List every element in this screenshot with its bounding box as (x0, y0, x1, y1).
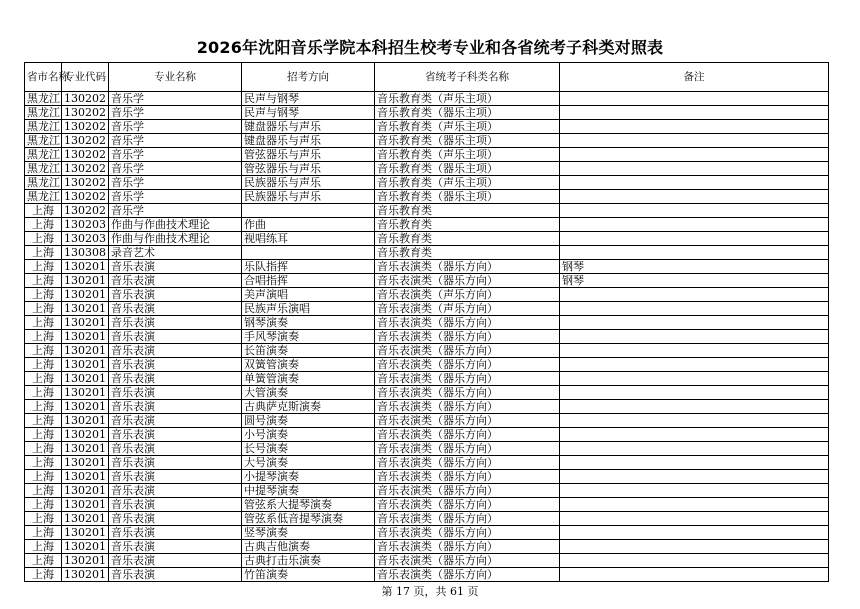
cell-category: 音乐教育类（器乐主项） (375, 106, 560, 120)
cell-direction: 中提琴演奏 (242, 484, 375, 498)
cell-major: 作曲与作曲技术理论 (109, 218, 242, 232)
cell-category: 音乐表演类（器乐方向） (375, 316, 560, 330)
cell-code: 130201 (62, 400, 109, 414)
header-direction: 招考方向 (242, 63, 375, 92)
cell-direction (242, 204, 375, 218)
cell-major: 音乐表演 (109, 456, 242, 470)
cell-code: 130201 (62, 498, 109, 512)
cell-category: 音乐教育类（声乐主项） (375, 148, 560, 162)
cell-category: 音乐表演类（器乐方向） (375, 414, 560, 428)
cell-major: 音乐表演 (109, 442, 242, 456)
header-major: 专业名称 (109, 63, 242, 92)
cell-code: 130201 (62, 414, 109, 428)
cell-category: 音乐表演类（器乐方向） (375, 568, 560, 582)
cell-province: 上海 (25, 204, 62, 218)
table-row (25, 330, 829, 344)
cell-code: 130201 (62, 302, 109, 316)
cell-category: 音乐表演类（器乐方向） (375, 386, 560, 400)
table-row (25, 176, 829, 190)
cell-province: 黑龙江 (25, 162, 62, 176)
cell-direction: 小号演奏 (242, 428, 375, 442)
cell-category: 音乐教育类（器乐主项） (375, 190, 560, 204)
cell-province: 黑龙江 (25, 190, 62, 204)
table-row (25, 554, 829, 568)
cell-direction: 竹笛演奏 (242, 568, 375, 582)
table-row (25, 442, 829, 456)
cell-province: 上海 (25, 498, 62, 512)
cell-category: 音乐表演类（器乐方向） (375, 470, 560, 484)
cell-code: 130201 (62, 456, 109, 470)
cell-remarks (560, 288, 829, 302)
cell-category: 音乐教育类（声乐主项） (375, 92, 560, 106)
cell-remarks (560, 540, 829, 554)
cell-category: 音乐教育类 (375, 232, 560, 246)
cell-code: 130201 (62, 344, 109, 358)
cell-code: 130203 (62, 232, 109, 246)
cell-direction: 乐队指挥 (242, 260, 375, 274)
cell-category: 音乐表演类（器乐方向） (375, 274, 560, 288)
cell-remarks (560, 232, 829, 246)
table-row (25, 134, 829, 148)
cell-code: 130308 (62, 246, 109, 260)
cell-direction: 古典打击乐演奏 (242, 554, 375, 568)
cell-major: 音乐表演 (109, 260, 242, 274)
cell-major: 音乐学 (109, 204, 242, 218)
cell-major: 音乐学 (109, 190, 242, 204)
cell-remarks: 钢琴 (560, 260, 829, 274)
header-code: 专业代码 (62, 63, 109, 92)
table-row (25, 512, 829, 526)
cell-direction: 管弦系大提琴演奏 (242, 498, 375, 512)
cell-remarks (560, 400, 829, 414)
cell-major: 音乐表演 (109, 288, 242, 302)
cell-major: 作曲与作曲技术理论 (109, 232, 242, 246)
cell-major: 录音艺术 (109, 246, 242, 260)
cell-direction: 大管演奏 (242, 386, 375, 400)
cell-province: 上海 (25, 330, 62, 344)
cell-remarks (560, 470, 829, 484)
table-row (25, 246, 829, 260)
cell-remarks (560, 246, 829, 260)
cell-major: 音乐表演 (109, 470, 242, 484)
cell-province: 上海 (25, 526, 62, 540)
cell-province: 上海 (25, 302, 62, 316)
table-row (25, 428, 829, 442)
cell-code: 130201 (62, 330, 109, 344)
cell-category: 音乐表演类（器乐方向） (375, 400, 560, 414)
table-row (25, 568, 829, 582)
table-row (25, 344, 829, 358)
table-row (25, 386, 829, 400)
cell-major: 音乐表演 (109, 372, 242, 386)
cell-category: 音乐表演类（器乐方向） (375, 428, 560, 442)
cell-direction: 民族器乐与声乐 (242, 190, 375, 204)
cell-province: 上海 (25, 414, 62, 428)
cell-major: 音乐表演 (109, 428, 242, 442)
cell-code: 130202 (62, 204, 109, 218)
cell-code: 130201 (62, 568, 109, 582)
table-row (25, 274, 829, 288)
cell-code: 130201 (62, 442, 109, 456)
cell-code: 130201 (62, 526, 109, 540)
cell-province: 上海 (25, 274, 62, 288)
cell-major: 音乐表演 (109, 400, 242, 414)
cell-major: 音乐表演 (109, 344, 242, 358)
table-row (25, 484, 829, 498)
cell-province: 上海 (25, 568, 62, 582)
cell-province: 黑龙江 (25, 120, 62, 134)
cell-category: 音乐教育类（器乐主项） (375, 162, 560, 176)
cell-code: 130201 (62, 316, 109, 330)
cell-category: 音乐表演类（器乐方向） (375, 554, 560, 568)
cell-province: 上海 (25, 288, 62, 302)
cell-code: 130202 (62, 134, 109, 148)
cell-major: 音乐表演 (109, 386, 242, 400)
cell-code: 130201 (62, 470, 109, 484)
document-title: 2026年沈阳音乐学院本科招生校考专业和各省统考子科类对照表 (196, 38, 664, 57)
cell-major: 音乐学 (109, 134, 242, 148)
table-row (25, 106, 829, 120)
cell-remarks (560, 428, 829, 442)
cell-category: 音乐教育类 (375, 246, 560, 260)
cell-remarks (560, 554, 829, 568)
cell-province: 上海 (25, 372, 62, 386)
cell-province: 黑龙江 (25, 106, 62, 120)
cell-direction: 单簧管演奏 (242, 372, 375, 386)
cell-major: 音乐表演 (109, 568, 242, 582)
cell-province: 上海 (25, 344, 62, 358)
cell-direction: 圆号演奏 (242, 414, 375, 428)
cell-remarks (560, 120, 829, 134)
cell-category: 音乐表演类（器乐方向） (375, 484, 560, 498)
cell-direction: 小提琴演奏 (242, 470, 375, 484)
cell-province: 上海 (25, 232, 62, 246)
table-row (25, 414, 829, 428)
cell-province: 黑龙江 (25, 176, 62, 190)
cell-province: 上海 (25, 260, 62, 274)
table-row (25, 92, 829, 106)
cell-major: 音乐表演 (109, 414, 242, 428)
cell-remarks (560, 358, 829, 372)
cell-major: 音乐表演 (109, 554, 242, 568)
cell-direction: 钢琴演奏 (242, 316, 375, 330)
table-row (25, 372, 829, 386)
cell-code: 130201 (62, 512, 109, 526)
cell-category: 音乐表演类（器乐方向） (375, 260, 560, 274)
cell-code: 130202 (62, 120, 109, 134)
cell-category: 音乐表演类（器乐方向） (375, 442, 560, 456)
cell-category: 音乐教育类（声乐主项） (375, 120, 560, 134)
cell-direction: 键盘器乐与声乐 (242, 134, 375, 148)
cell-code: 130201 (62, 386, 109, 400)
cell-category: 音乐表演类（器乐方向） (375, 372, 560, 386)
cell-direction: 手风琴演奏 (242, 330, 375, 344)
cell-code: 130201 (62, 358, 109, 372)
cell-direction: 美声演唱 (242, 288, 375, 302)
cell-code: 130201 (62, 260, 109, 274)
cell-province: 上海 (25, 428, 62, 442)
table-row (25, 232, 829, 246)
table-row (25, 498, 829, 512)
cell-direction: 管弦器乐与声乐 (242, 148, 375, 162)
cell-remarks: 钢琴 (560, 274, 829, 288)
cell-remarks (560, 372, 829, 386)
cell-direction (242, 246, 375, 260)
cell-remarks (560, 386, 829, 400)
cell-category: 音乐教育类（声乐主项） (375, 176, 560, 190)
cell-major: 音乐学 (109, 92, 242, 106)
header-category: 省统考子科类名称 (375, 63, 560, 92)
cell-major: 音乐表演 (109, 330, 242, 344)
cell-province: 上海 (25, 442, 62, 456)
cell-code: 130201 (62, 484, 109, 498)
cell-category: 音乐表演类（器乐方向） (375, 330, 560, 344)
cell-code: 130201 (62, 554, 109, 568)
cell-direction: 作曲 (242, 218, 375, 232)
table-row (25, 526, 829, 540)
cell-code: 130202 (62, 92, 109, 106)
cell-category: 音乐表演类（器乐方向） (375, 498, 560, 512)
cell-direction: 长笛演奏 (242, 344, 375, 358)
table-row (25, 190, 829, 204)
cell-code: 130201 (62, 274, 109, 288)
cell-direction: 长号演奏 (242, 442, 375, 456)
cell-category: 音乐表演类（器乐方向） (375, 512, 560, 526)
cell-category: 音乐表演类（器乐方向） (375, 456, 560, 470)
cell-remarks (560, 302, 829, 316)
cell-remarks (560, 456, 829, 470)
cell-category: 音乐教育类（器乐主项） (375, 134, 560, 148)
cell-category: 音乐表演类（声乐方向） (375, 288, 560, 302)
table-row (25, 260, 829, 274)
cell-direction: 古典吉他演奏 (242, 540, 375, 554)
cell-direction: 民声与钢琴 (242, 92, 375, 106)
cell-province: 黑龙江 (25, 134, 62, 148)
table-row (25, 288, 829, 302)
cell-code: 130201 (62, 288, 109, 302)
cell-major: 音乐表演 (109, 302, 242, 316)
table-row (25, 148, 829, 162)
cell-direction: 民族声乐演唱 (242, 302, 375, 316)
table-row (25, 120, 829, 134)
cell-category: 音乐表演类（器乐方向） (375, 358, 560, 372)
table-row (25, 204, 829, 218)
cell-province: 上海 (25, 540, 62, 554)
table-row (25, 302, 829, 316)
cell-province: 黑龙江 (25, 92, 62, 106)
cell-code: 130201 (62, 540, 109, 554)
cell-major: 音乐学 (109, 106, 242, 120)
cell-province: 上海 (25, 316, 62, 330)
cell-remarks (560, 204, 829, 218)
cell-direction: 竖琴演奏 (242, 526, 375, 540)
cell-remarks (560, 498, 829, 512)
cell-category: 音乐教育类 (375, 204, 560, 218)
cell-code: 130201 (62, 372, 109, 386)
cell-direction: 古典萨克斯演奏 (242, 400, 375, 414)
cell-remarks (560, 526, 829, 540)
cell-remarks (560, 442, 829, 456)
cell-major: 音乐学 (109, 176, 242, 190)
cell-direction: 双簧管演奏 (242, 358, 375, 372)
cell-province: 上海 (25, 400, 62, 414)
cell-major: 音乐表演 (109, 498, 242, 512)
cell-code: 130203 (62, 218, 109, 232)
cell-remarks (560, 148, 829, 162)
cell-direction: 民声与钢琴 (242, 106, 375, 120)
cell-remarks (560, 92, 829, 106)
cell-major: 音乐表演 (109, 274, 242, 288)
cell-province: 上海 (25, 554, 62, 568)
cell-major: 音乐学 (109, 148, 242, 162)
cell-category: 音乐教育类 (375, 218, 560, 232)
cell-remarks (560, 414, 829, 428)
table-header-row (25, 63, 829, 92)
cell-province: 上海 (25, 456, 62, 470)
cell-province: 黑龙江 (25, 148, 62, 162)
cell-code: 130202 (62, 148, 109, 162)
cell-remarks (560, 134, 829, 148)
cell-major: 音乐学 (109, 162, 242, 176)
header-province: 省市名称 (25, 63, 62, 92)
cell-major: 音乐表演 (109, 526, 242, 540)
cell-remarks (560, 512, 829, 526)
cell-remarks (560, 344, 829, 358)
cell-category: 音乐表演类（声乐方向） (375, 302, 560, 316)
page-number: 第 17 页，共 61 页 (381, 585, 479, 598)
cell-remarks (560, 106, 829, 120)
table-row (25, 162, 829, 176)
cell-province: 上海 (25, 218, 62, 232)
cell-remarks (560, 162, 829, 176)
cell-category: 音乐表演类（器乐方向） (375, 526, 560, 540)
cell-major: 音乐表演 (109, 316, 242, 330)
cell-direction: 管弦系低音提琴演奏 (242, 512, 375, 526)
cell-direction: 民族器乐与声乐 (242, 176, 375, 190)
table-row (25, 400, 829, 414)
cell-remarks (560, 218, 829, 232)
cell-direction: 视唱练耳 (242, 232, 375, 246)
header-remarks: 备注 (560, 63, 829, 92)
cell-province: 上海 (25, 358, 62, 372)
cell-major: 音乐表演 (109, 484, 242, 498)
cell-code: 130202 (62, 162, 109, 176)
cell-direction: 合唱指挥 (242, 274, 375, 288)
cell-remarks (560, 568, 829, 582)
cell-direction: 键盘器乐与声乐 (242, 120, 375, 134)
table-row (25, 470, 829, 484)
cell-remarks (560, 190, 829, 204)
cell-province: 上海 (25, 470, 62, 484)
cell-province: 上海 (25, 512, 62, 526)
cell-direction: 管弦器乐与声乐 (242, 162, 375, 176)
cell-major: 音乐表演 (109, 540, 242, 554)
table-row (25, 456, 829, 470)
cell-code: 130202 (62, 176, 109, 190)
cell-remarks (560, 484, 829, 498)
cell-major: 音乐学 (109, 120, 242, 134)
cell-direction: 大号演奏 (242, 456, 375, 470)
cell-code: 130202 (62, 190, 109, 204)
cell-major: 音乐表演 (109, 358, 242, 372)
cell-code: 130202 (62, 106, 109, 120)
cell-category: 音乐表演类（器乐方向） (375, 540, 560, 554)
cell-province: 上海 (25, 386, 62, 400)
table-row (25, 218, 829, 232)
cell-remarks (560, 316, 829, 330)
table-row (25, 540, 829, 554)
cell-category: 音乐表演类（器乐方向） (375, 344, 560, 358)
cell-remarks (560, 176, 829, 190)
cell-remarks (560, 330, 829, 344)
cell-province: 上海 (25, 484, 62, 498)
table-row (25, 358, 829, 372)
cell-code: 130201 (62, 428, 109, 442)
major-mapping-table (24, 62, 829, 582)
cell-major: 音乐表演 (109, 512, 242, 526)
table-row (25, 316, 829, 330)
cell-province: 上海 (25, 246, 62, 260)
